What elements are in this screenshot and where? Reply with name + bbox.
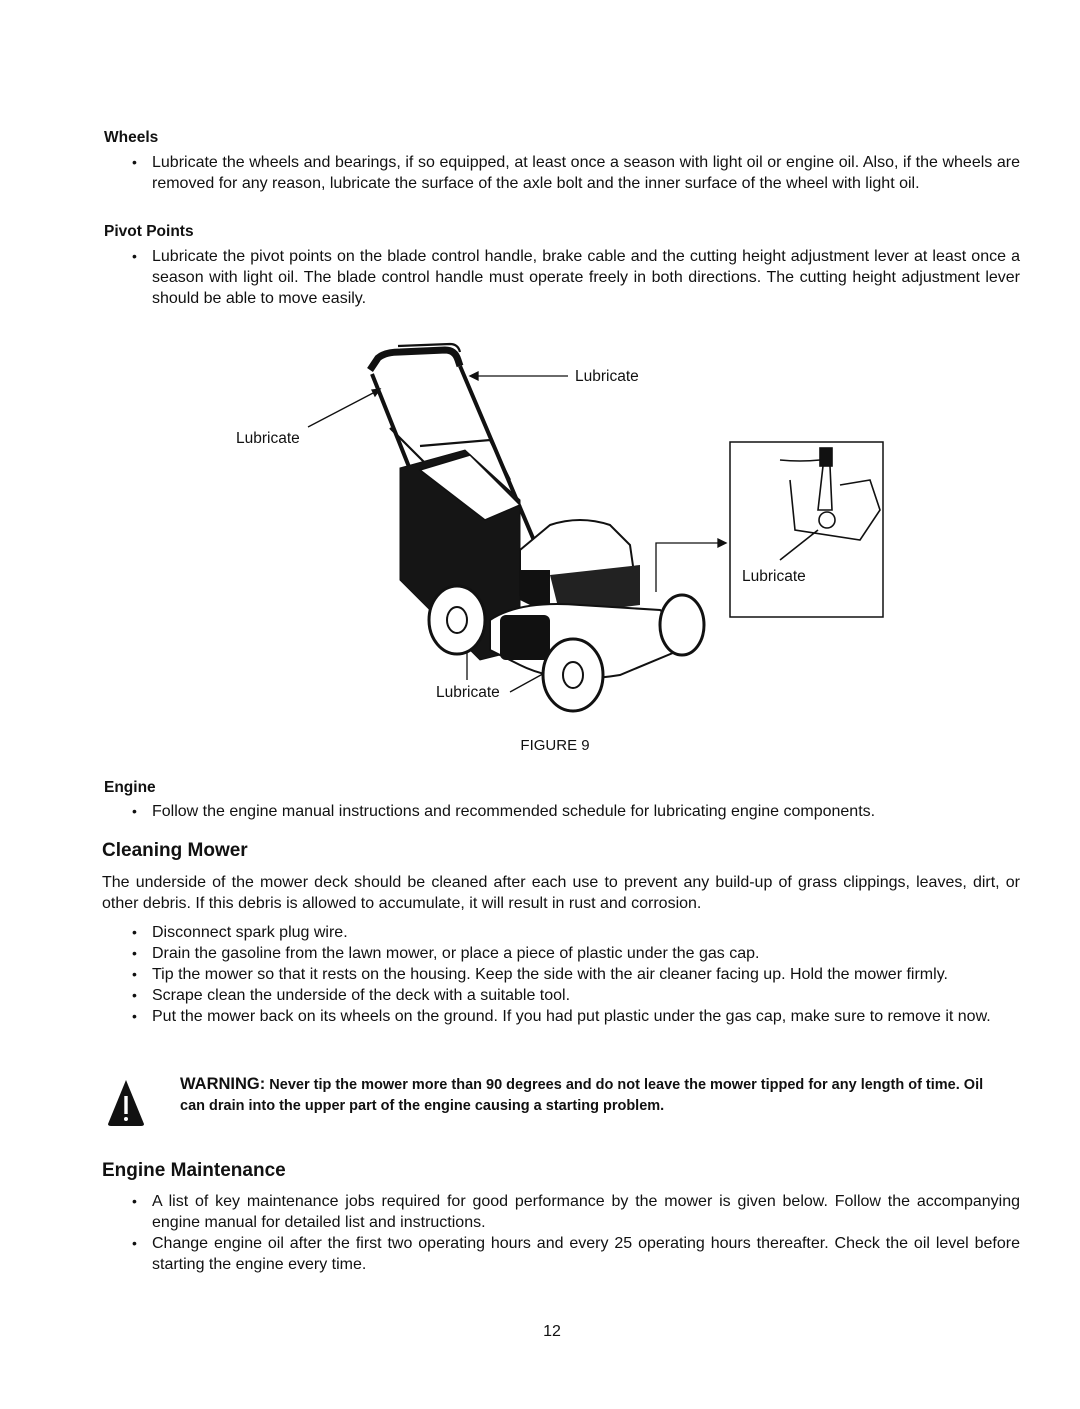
pivot-points-bullets: [104, 246, 1020, 309]
bullet-item: • A list of key maintenance jobs required for good performance by the mower is given below. Follow the accompanying engine manual for detailed list and instructions.: [104, 1191, 1020, 1233]
bullet-item: • Put the mower back on its wheels on the ground. If you had put plastic under the gas cap, make sure to remove it now.: [104, 1006, 1020, 1027]
warning-triangle-icon: [106, 1078, 146, 1128]
cleaning-mower-bullets: [104, 922, 1020, 1027]
callout-label-handle-right: Lubricate: [575, 368, 639, 385]
warning-text: [180, 1074, 1000, 1117]
arrow-icon: [470, 372, 478, 380]
bullet-item: • Lubricate the pivot points on the blade control handle, brake cable and the cutting height adjustment lever at least once a season with light oil. The blade control handle must operate freely in both directions. The cutting height adjustment lever should be able to move easily.: [104, 246, 1020, 309]
figure-caption: FIGURE 9: [520, 737, 590, 754]
callout-line-inset: [656, 543, 720, 592]
warning-body: Never tip the mower more than 90 degrees and do not leave the mower tipped for any length of time. Oil can drain into the upper part of the engine causing a starting problem.: [180, 1077, 984, 1114]
arrow-icon: [718, 539, 726, 547]
warning-lead: WARNING:: [180, 1075, 266, 1093]
page-number: 12: [543, 1323, 561, 1340]
wheels-heading: Wheels: [104, 129, 159, 146]
callout-label-inset: Lubricate: [742, 568, 806, 585]
bullet-item: • Scrape clean the underside of the deck with a suitable tool.: [104, 985, 1020, 1006]
inset-detail-box: [730, 442, 883, 617]
pivot-points-heading: Pivot Points: [104, 223, 194, 240]
bullet-item: • Disconnect spark plug wire.: [104, 922, 1020, 943]
callout-label-handle-left: Lubricate: [236, 430, 300, 447]
engine-maintenance-bullets: [104, 1191, 1020, 1275]
bullet-item: • Change engine oil after the first two operating hours and every 25 operating hours thereafter. Check the oil level before starting the engine every time.: [104, 1233, 1020, 1275]
bullet-item: • Drain the gasoline from the lawn mower, or place a piece of plastic under the gas cap.: [104, 943, 1020, 964]
engine-heading: Engine: [104, 779, 156, 796]
engine-bullets: [104, 801, 1020, 822]
lawn-mower-illustration: [220, 330, 900, 730]
bullet-item: • Lubricate the wheels and bearings, if so equipped, at least once a season with light oil or engine oil. Also, if the wheels are removed for any reason, lubricate the surface of the axle bolt and the inner surface of the wheel with light oil.: [104, 152, 1020, 194]
warning-callout: [102, 1070, 1032, 1130]
bullet-item: • Tip the mower so that it rests on the housing. Keep the side with the air cleaner facing up. Hold the mower firmly.: [104, 964, 1020, 985]
cleaning-mower-intro: The underside of the mower deck should be cleaned after each use to prevent any build-up of grass clippings, leaves, dirt, or other debris. If this debris is allowed to accumulate, it will result in rust and corrosion.: [102, 874, 1020, 912]
bullet-item: • Follow the engine manual instructions and recommended schedule for lubricating engine components.: [104, 801, 1020, 822]
callout-label-wheels: Lubricate: [436, 684, 500, 701]
engine-maintenance-heading: Engine Maintenance: [102, 1160, 286, 1181]
cleaning-mower-heading: Cleaning Mower: [102, 840, 248, 861]
wheels-bullets: [104, 152, 1020, 194]
callout-line-handle-left: [308, 392, 375, 427]
